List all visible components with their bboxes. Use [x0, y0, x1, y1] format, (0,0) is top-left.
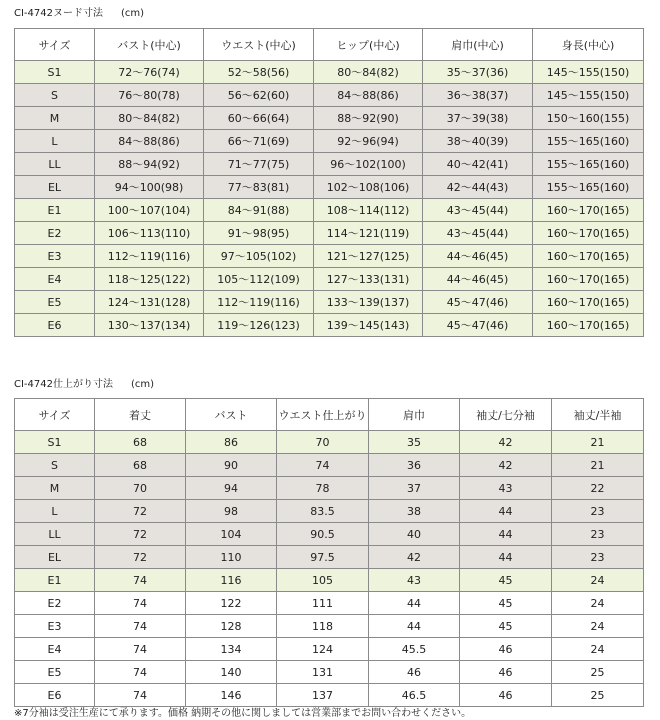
cell-waist: 105〜112(109)	[204, 268, 314, 291]
table-row	[15, 523, 644, 546]
cell-shoulder: 45〜47(46)	[423, 291, 533, 314]
cell-hip: 127〜133(131)	[314, 268, 423, 291]
cell-length: 72	[95, 523, 186, 546]
cell-shoulder: 35〜37(36)	[423, 61, 533, 84]
table-row	[15, 199, 644, 222]
cell-length: 74	[95, 661, 186, 684]
nude-header-row	[15, 29, 644, 61]
header-size: サイズ	[15, 29, 95, 61]
cell-sleeve_half: 22	[552, 477, 644, 500]
cell-size: E4	[15, 268, 95, 291]
cell-height: 150〜160(155)	[533, 107, 644, 130]
cell-height: 155〜165(160)	[533, 153, 644, 176]
cell-sleeve_half: 23	[552, 500, 644, 523]
finish-size-table	[14, 398, 644, 707]
nude-size-table	[14, 28, 644, 337]
cell-waist: 90.5	[277, 523, 369, 546]
cell-shoulder: 43	[369, 569, 460, 592]
cell-height: 145〜155(150)	[533, 84, 644, 107]
cell-bust: 106〜113(110)	[95, 222, 204, 245]
cell-height: 160〜170(165)	[533, 268, 644, 291]
cell-hip: 96〜102(100)	[314, 153, 423, 176]
cell-sleeve_7: 44	[460, 546, 552, 569]
table-row	[15, 245, 644, 268]
cell-height: 160〜170(165)	[533, 291, 644, 314]
cell-shoulder: 42〜44(43)	[423, 176, 533, 199]
header-shoulder: 肩巾	[369, 399, 460, 431]
cell-shoulder: 44	[369, 592, 460, 615]
table-row	[15, 615, 644, 638]
table-row	[15, 153, 644, 176]
cell-height: 160〜170(165)	[533, 222, 644, 245]
cell-hip: 121〜127(125)	[314, 245, 423, 268]
cell-waist: 112〜119(116)	[204, 291, 314, 314]
table-row	[15, 268, 644, 291]
cell-sleeve_7: 42	[460, 431, 552, 454]
cell-shoulder: 44〜46(45)	[423, 245, 533, 268]
cell-bust: 84〜88(86)	[95, 130, 204, 153]
cell-height: 160〜170(165)	[533, 245, 644, 268]
cell-sleeve_half: 23	[552, 523, 644, 546]
cell-size: E5	[15, 661, 95, 684]
cell-bust: 134	[186, 638, 277, 661]
footnote: ※7分袖は受注生産にて承ります。価格 納期その他に関しましては営業部までお問い合わせください。	[14, 708, 472, 719]
cell-shoulder: 40〜42(41)	[423, 153, 533, 176]
cell-sleeve_7: 45	[460, 592, 552, 615]
cell-bust: 128	[186, 615, 277, 638]
table-row	[15, 638, 644, 661]
cell-sleeve_half: 24	[552, 569, 644, 592]
cell-bust: 88〜94(92)	[95, 153, 204, 176]
cell-bust: 104	[186, 523, 277, 546]
cell-sleeve_7: 46	[460, 684, 552, 707]
finish-table-caption	[14, 375, 154, 390]
cell-bust: 90	[186, 454, 277, 477]
cell-sleeve_half: 24	[552, 615, 644, 638]
cell-height: 145〜155(150)	[533, 61, 644, 84]
cell-size: M	[15, 477, 95, 500]
cell-length: 74	[95, 569, 186, 592]
cell-height: 155〜165(160)	[533, 130, 644, 153]
cell-height: 155〜165(160)	[533, 176, 644, 199]
cell-length: 70	[95, 477, 186, 500]
cell-shoulder: 40	[369, 523, 460, 546]
table-row	[15, 222, 644, 245]
cell-length: 72	[95, 500, 186, 523]
cell-size: M	[15, 107, 95, 130]
cell-waist: 111	[277, 592, 369, 615]
table-row	[15, 314, 644, 337]
cell-sleeve_7: 42	[460, 454, 552, 477]
cell-shoulder: 44〜46(45)	[423, 268, 533, 291]
cell-shoulder: 46.5	[369, 684, 460, 707]
cell-bust: 100〜107(104)	[95, 199, 204, 222]
table-row	[15, 661, 644, 684]
finish-header-row	[15, 399, 644, 431]
cell-waist: 66〜71(69)	[204, 130, 314, 153]
cell-bust: 140	[186, 661, 277, 684]
cell-size: S1	[15, 431, 95, 454]
cell-length: 74	[95, 615, 186, 638]
cell-waist: 97〜105(102)	[204, 245, 314, 268]
cell-length: 74	[95, 638, 186, 661]
table-row	[15, 61, 644, 84]
cell-shoulder: 42	[369, 546, 460, 569]
finish-table-unit: (cm)	[131, 379, 155, 390]
table-row	[15, 569, 644, 592]
header-hip: ヒップ(中心)	[314, 29, 423, 61]
cell-sleeve_7: 45	[460, 569, 552, 592]
cell-shoulder: 36〜38(37)	[423, 84, 533, 107]
cell-height: 160〜170(165)	[533, 314, 644, 337]
cell-sleeve_half: 25	[552, 684, 644, 707]
cell-hip: 139〜145(143)	[314, 314, 423, 337]
cell-bust: 118〜125(122)	[95, 268, 204, 291]
cell-sleeve_7: 44	[460, 523, 552, 546]
cell-waist: 119〜126(123)	[204, 314, 314, 337]
cell-length: 68	[95, 454, 186, 477]
cell-height: 160〜170(165)	[533, 199, 644, 222]
cell-size: E5	[15, 291, 95, 314]
cell-hip: 102〜108(106)	[314, 176, 423, 199]
cell-shoulder: 45.5	[369, 638, 460, 661]
cell-waist: 97.5	[277, 546, 369, 569]
cell-hip: 114〜121(119)	[314, 222, 423, 245]
cell-waist: 78	[277, 477, 369, 500]
cell-sleeve_7: 45	[460, 615, 552, 638]
cell-waist: 83.5	[277, 500, 369, 523]
cell-shoulder: 36	[369, 454, 460, 477]
header-waist-finish: ウエスト仕上がり	[277, 399, 369, 431]
cell-size: E6	[15, 684, 95, 707]
cell-length: 74	[95, 592, 186, 615]
cell-sleeve_half: 24	[552, 638, 644, 661]
cell-waist: 131	[277, 661, 369, 684]
table-row	[15, 130, 644, 153]
cell-length: 74	[95, 684, 186, 707]
cell-hip: 108〜114(112)	[314, 199, 423, 222]
cell-size: EL	[15, 176, 95, 199]
header-bust: バスト(中心)	[95, 29, 204, 61]
table-row	[15, 291, 644, 314]
cell-shoulder: 43〜45(44)	[423, 222, 533, 245]
cell-shoulder: 35	[369, 431, 460, 454]
cell-sleeve_half: 21	[552, 431, 644, 454]
cell-shoulder: 45〜47(46)	[423, 314, 533, 337]
cell-bust: 76〜80(78)	[95, 84, 204, 107]
header-sleeve-half: 袖丈/半袖	[552, 399, 644, 431]
cell-bust: 94〜100(98)	[95, 176, 204, 199]
cell-bust: 112〜119(116)	[95, 245, 204, 268]
cell-bust: 98	[186, 500, 277, 523]
cell-size: E4	[15, 638, 95, 661]
cell-hip: 92〜96(94)	[314, 130, 423, 153]
cell-sleeve_half: 21	[552, 454, 644, 477]
table-row	[15, 107, 644, 130]
cell-shoulder: 37	[369, 477, 460, 500]
finish-table-title: CI-4742仕上がり寸法	[14, 379, 113, 390]
cell-waist: 77〜83(81)	[204, 176, 314, 199]
cell-size: E3	[15, 615, 95, 638]
cell-sleeve_half: 25	[552, 661, 644, 684]
table-row	[15, 431, 644, 454]
cell-waist: 91〜98(95)	[204, 222, 314, 245]
cell-size: LL	[15, 153, 95, 176]
cell-size: E3	[15, 245, 95, 268]
header-size: サイズ	[15, 399, 95, 431]
cell-shoulder: 43〜45(44)	[423, 199, 533, 222]
cell-waist: 118	[277, 615, 369, 638]
cell-bust: 86	[186, 431, 277, 454]
nude-table-unit: (cm)	[121, 8, 145, 19]
table-row	[15, 546, 644, 569]
cell-waist: 60〜66(64)	[204, 107, 314, 130]
cell-bust: 116	[186, 569, 277, 592]
table-row	[15, 592, 644, 615]
table-row	[15, 500, 644, 523]
cell-hip: 84〜88(86)	[314, 84, 423, 107]
header-length: 着丈	[95, 399, 186, 431]
cell-sleeve_7: 46	[460, 638, 552, 661]
header-shoulder: 肩巾(中心)	[423, 29, 533, 61]
cell-hip: 133〜139(137)	[314, 291, 423, 314]
nude-table-title: CI-4742ヌード寸法	[14, 8, 103, 19]
cell-shoulder: 46	[369, 661, 460, 684]
cell-size: E6	[15, 314, 95, 337]
cell-bust: 72〜76(74)	[95, 61, 204, 84]
cell-sleeve_7: 46	[460, 661, 552, 684]
cell-shoulder: 44	[369, 615, 460, 638]
cell-waist: 74	[277, 454, 369, 477]
cell-waist: 71〜77(75)	[204, 153, 314, 176]
cell-sleeve_half: 24	[552, 592, 644, 615]
header-sleeve-seven: 袖丈/七分袖	[460, 399, 552, 431]
cell-length: 68	[95, 431, 186, 454]
cell-waist: 70	[277, 431, 369, 454]
cell-bust: 110	[186, 546, 277, 569]
cell-size: E2	[15, 592, 95, 615]
cell-size: S	[15, 454, 95, 477]
cell-bust: 146	[186, 684, 277, 707]
table-row	[15, 454, 644, 477]
cell-hip: 80〜84(82)	[314, 61, 423, 84]
table-row	[15, 176, 644, 199]
cell-waist: 84〜91(88)	[204, 199, 314, 222]
cell-size: E1	[15, 199, 95, 222]
cell-waist: 52〜58(56)	[204, 61, 314, 84]
cell-shoulder: 37〜39(38)	[423, 107, 533, 130]
cell-size: L	[15, 130, 95, 153]
cell-size: L	[15, 500, 95, 523]
cell-size: S	[15, 84, 95, 107]
header-height: 身長(中心)	[533, 29, 644, 61]
cell-size: E2	[15, 222, 95, 245]
cell-sleeve_7: 43	[460, 477, 552, 500]
cell-size: LL	[15, 523, 95, 546]
cell-shoulder: 38	[369, 500, 460, 523]
cell-length: 72	[95, 546, 186, 569]
nude-table-caption	[14, 4, 144, 19]
header-bust: バスト	[186, 399, 277, 431]
cell-bust: 130〜137(134)	[95, 314, 204, 337]
cell-bust: 94	[186, 477, 277, 500]
cell-hip: 88〜92(90)	[314, 107, 423, 130]
cell-bust: 80〜84(82)	[95, 107, 204, 130]
cell-sleeve_7: 44	[460, 500, 552, 523]
cell-waist: 56〜62(60)	[204, 84, 314, 107]
cell-bust: 124〜131(128)	[95, 291, 204, 314]
cell-sleeve_half: 23	[552, 546, 644, 569]
cell-waist: 105	[277, 569, 369, 592]
cell-shoulder: 38〜40(39)	[423, 130, 533, 153]
table-row	[15, 84, 644, 107]
table-row	[15, 477, 644, 500]
cell-bust: 122	[186, 592, 277, 615]
cell-size: EL	[15, 546, 95, 569]
cell-waist: 137	[277, 684, 369, 707]
cell-size: E1	[15, 569, 95, 592]
cell-waist: 124	[277, 638, 369, 661]
header-waist: ウエスト(中心)	[204, 29, 314, 61]
cell-size: S1	[15, 61, 95, 84]
